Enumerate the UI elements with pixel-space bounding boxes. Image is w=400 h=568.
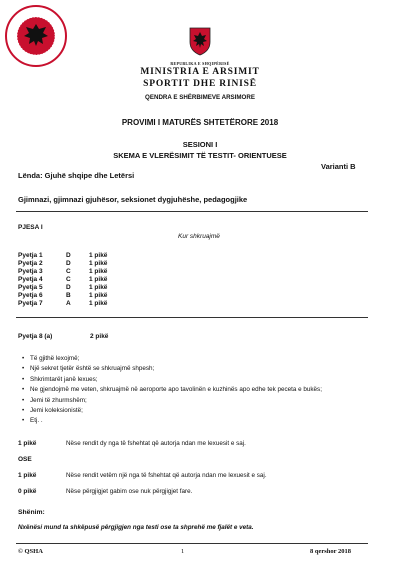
question-label: Pyetja 5	[18, 284, 43, 291]
part-subtitle: Kur shkruajmë	[178, 233, 220, 240]
answer-letter: A	[66, 300, 71, 307]
answer-points: 1 pikë	[89, 292, 108, 299]
list-item: • Jemi të zhurmshëm;	[30, 397, 87, 404]
question-label: Pyetja 2	[18, 260, 43, 267]
question-label: Pyetja 3	[18, 268, 43, 275]
question-label: Pyetja 4	[18, 276, 43, 283]
divider	[16, 317, 368, 318]
answer-row	[18, 268, 218, 276]
q8-points: 2 pikë	[90, 333, 109, 340]
note-text: Nxënësi mund ta shkëpusë përgjigjen nga testi ose ta shprehë me fjalët e veta.	[18, 524, 254, 531]
coat-of-arms-icon	[188, 26, 212, 56]
republic-text: REPUBLIKA E SHQIPËRISË	[170, 61, 230, 66]
answer-row	[18, 300, 218, 308]
score-points: 0 pikë	[18, 488, 37, 495]
exam-title: PROVIMI I MATURËS SHTETËRORE 2018	[121, 118, 279, 127]
divider	[16, 211, 368, 212]
score-points: 1 pikë	[18, 472, 37, 479]
ministry-line-1: MINISTRIA E ARSIMIT	[140, 67, 260, 77]
footer-date: 8 qershor 2018	[310, 548, 352, 555]
answer-points: 1 pikë	[89, 252, 108, 259]
score-criteria: Nëse rendit vetëm një nga të fshehtat që autorja ndan me lexuesit e saj.	[66, 472, 267, 479]
agency-seal-logo	[4, 4, 68, 68]
footer-divider	[16, 543, 368, 544]
score-criteria: Nëse përgjigjet gabim ose nuk përgjigjet fare.	[66, 488, 193, 495]
answer-letter: B	[66, 292, 71, 299]
ministry-line-2: SPORTIT DHE RINISË	[143, 79, 257, 89]
answer-letter: C	[66, 276, 71, 283]
score-points: 1 pikë	[18, 440, 37, 447]
footer-org	[18, 548, 43, 555]
schools-label: Gjimnazi, gjimnazi gjuhësor, seksionet dygjuhëshe, pedagogjike	[18, 195, 248, 204]
answer-row	[18, 252, 218, 260]
score-or-label: OSE	[18, 456, 32, 463]
list-item: • Jemi koleksionistë;	[30, 407, 83, 414]
copyright-icon: ©	[18, 548, 23, 555]
footer-org-label: QSHA	[24, 548, 43, 555]
answer-row	[18, 260, 218, 268]
question-label: Pyetja 6	[18, 292, 43, 299]
question-label: Pyetja 7	[18, 300, 43, 307]
session-title: SESIONI I	[182, 140, 218, 149]
answer-points: 1 pikë	[89, 276, 108, 283]
list-item: • Shkrimtarët janë lexues;	[30, 376, 98, 383]
answer-letter: D	[66, 252, 71, 259]
answer-letter: C	[66, 268, 71, 275]
score-criteria: Nëse rendit dy nga të fshehtat që autorja ndan me lexuesit e saj.	[66, 440, 246, 447]
answer-letter: D	[66, 284, 71, 291]
question-label: Pyetja 1	[18, 252, 43, 259]
list-item: • Të gjithë lexojmë;	[30, 355, 79, 362]
note-label: Shënim:	[18, 509, 45, 516]
answer-row	[18, 276, 218, 284]
answer-row	[18, 284, 218, 292]
scheme-title: SKEMA E VLERËSIMIT TË TESTIT- ORIENTUESE	[113, 151, 287, 160]
subject-label: Lënda: Gjuhë shqipe dhe Letërsi	[18, 171, 135, 180]
agency-name: QENDRA E SHËRBIMEVE ARSIMORE	[145, 94, 255, 101]
list-item: • Një sekret tjetër është se shkruajmë shpesh;	[30, 365, 154, 372]
answer-letter: D	[66, 260, 71, 267]
list-item: • Etj. .	[30, 417, 43, 424]
answer-points: 1 pikë	[89, 260, 108, 267]
list-item: • Ne gjendojmë me veten, shkruajmë në aeroporte apo tavolinën e kuzhinës apo edhe tek peceta e bukës;	[30, 386, 322, 393]
q8-label: Pyetja 8 (a)	[18, 333, 53, 340]
variant-label: Varianti B	[321, 162, 356, 171]
answer-points: 1 pikë	[89, 300, 108, 307]
part-title: PJESA I	[18, 224, 43, 231]
answer-points: 1 pikë	[89, 284, 108, 291]
answer-row	[18, 292, 218, 300]
page-number: 1	[181, 548, 185, 555]
answer-points: 1 pikë	[89, 268, 108, 275]
